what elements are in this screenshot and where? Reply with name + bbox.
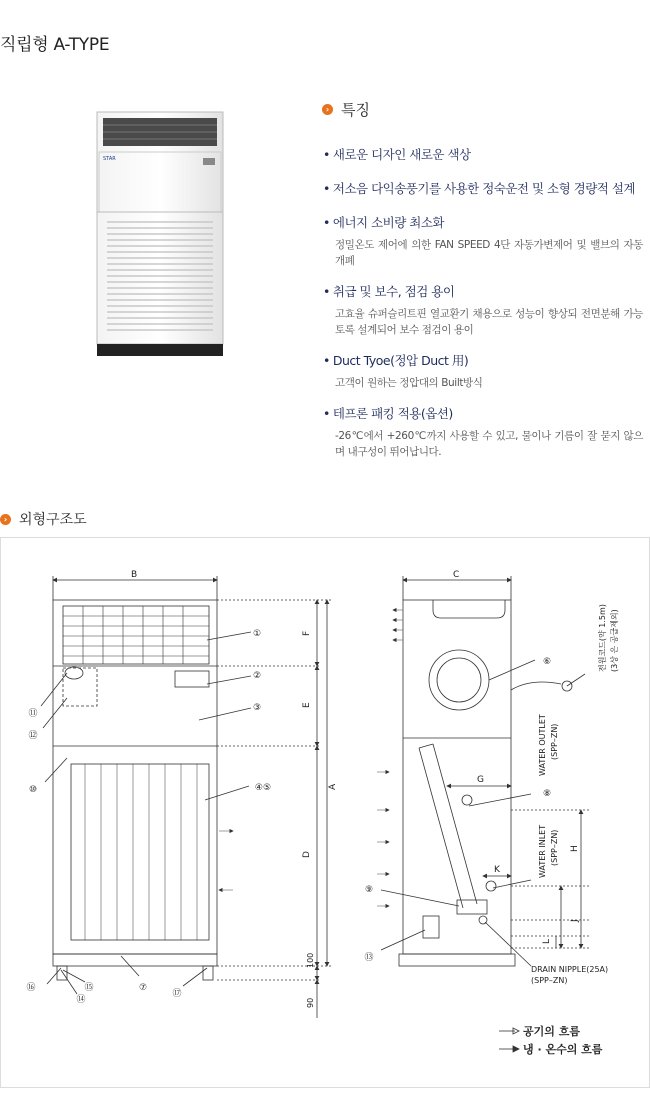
diagram-box — [0, 537, 650, 1088]
callout-8: ⑧ — [542, 789, 552, 799]
front-view-body — [53, 600, 217, 954]
features-list — [323, 145, 643, 473]
callout-15: ⑮ — [84, 983, 94, 993]
callout-3: ③ — [252, 703, 262, 713]
page-title: 직립형 A-TYPE — [0, 35, 110, 55]
dim-g: G — [477, 775, 484, 785]
feature-desc: 정밀온도 제어에 의한 FAN SPEED 4단 자동가변제어 및 밸브의 자동개폐 — [335, 239, 643, 267]
dim-b: B — [131, 570, 138, 580]
dim-h: H — [570, 845, 580, 852]
bullet: • — [323, 284, 330, 299]
water-outlet-label: WATER OUTLET — [538, 714, 547, 776]
power-cord-label: 전원코드(약 1.5m) — [598, 604, 607, 672]
bullet: • — [323, 215, 330, 230]
callout-11: ⑪ — [28, 709, 38, 719]
features-heading-label: 특징 — [341, 101, 370, 119]
product-photo — [95, 110, 225, 360]
feature-title: 새로운 디자인 새로운 색상 — [332, 147, 471, 162]
dim-e: E — [302, 702, 312, 708]
drain-label: DRAIN NIPPLE(25A) — [531, 965, 609, 974]
dim-100: 100 — [306, 952, 315, 968]
svg-text:STAR: STAR — [103, 156, 116, 162]
callout-6: ⑥ — [542, 657, 552, 667]
feature-item — [323, 145, 643, 163]
callout-16: ⑯ — [26, 983, 36, 993]
water-inlet-label: WATER INLET — [538, 824, 547, 878]
callout-13: ⑬ — [364, 953, 374, 963]
feature-desc: 고객이 원하는 정압대의 Built방식 — [335, 377, 483, 389]
circle-arrow-icon: › — [322, 104, 333, 115]
feature-item — [323, 404, 643, 460]
feature-title: 취급 및 보수, 점검 용이 — [332, 284, 455, 299]
feature-item — [323, 179, 643, 197]
diagram-heading-label: 외형구조도 — [19, 512, 87, 528]
feature-item — [323, 282, 643, 338]
diagram-heading — [0, 509, 87, 529]
legend-water: 냉 · 온수의 흐름 — [523, 1043, 603, 1056]
dim-c: C — [453, 570, 460, 580]
callout-2: ② — [252, 671, 262, 681]
outline-diagram — [1, 538, 649, 1087]
bullet: • — [323, 406, 330, 421]
feature-title: 저소음 다익송풍기를 사용한 정숙운전 및 소형 경량적 설계 — [332, 181, 635, 196]
circle-arrow-icon: › — [0, 514, 11, 525]
feature-desc: 고효율 슈퍼슬리트핀 열교환기 채용으로 성능이 향상되 전면분해 가능토록 설계되어 보수 점검이 용이 — [335, 308, 643, 336]
callout-4-5: ④⑤ — [254, 783, 272, 793]
feature-title: 테프론 패킹 적용(옵션) — [332, 406, 453, 421]
dim-l: L — [542, 938, 552, 944]
features-heading — [322, 99, 370, 120]
feature-item — [323, 213, 643, 269]
feature-item — [323, 351, 643, 391]
bullet: • — [323, 353, 330, 368]
dim-a: A — [328, 783, 338, 790]
feature-title: Duct Tyoe(정압 Duct 用) — [332, 353, 469, 368]
water-inlet-code: (SPP–ZN) — [550, 829, 559, 866]
bullet: • — [323, 181, 330, 196]
bullet: • — [323, 147, 330, 162]
water-outlet-code: (SPP–ZN) — [550, 723, 559, 760]
dim-90: 90 — [306, 997, 315, 1008]
power-cord-note: (3상 은 공급제외) — [610, 609, 619, 672]
feature-title: 에너지 소비량 최소화 — [332, 215, 444, 230]
dim-d: D — [302, 851, 312, 858]
legend-air: 공기의 흐름 — [523, 1025, 580, 1038]
callout-1: ① — [252, 629, 262, 639]
callout-12: ⑫ — [28, 731, 38, 741]
callout-14: ⑭ — [76, 995, 86, 1005]
dim-k: K — [494, 865, 500, 875]
drain-code: (SPP–ZN) — [531, 976, 568, 985]
callout-9: ⑨ — [364, 885, 374, 895]
dim-j: J — [570, 919, 580, 922]
callout-17: ⑰ — [172, 989, 182, 999]
callout-7: ⑦ — [138, 983, 148, 993]
callout-10: ⑩ — [28, 785, 38, 795]
dim-f: F — [302, 630, 312, 636]
feature-desc: -26℃에서 +260℃까지 사용할 수 있고, 물이나 기름이 잘 묻지 않으며 내구성이 뛰어납니다. — [335, 430, 643, 458]
